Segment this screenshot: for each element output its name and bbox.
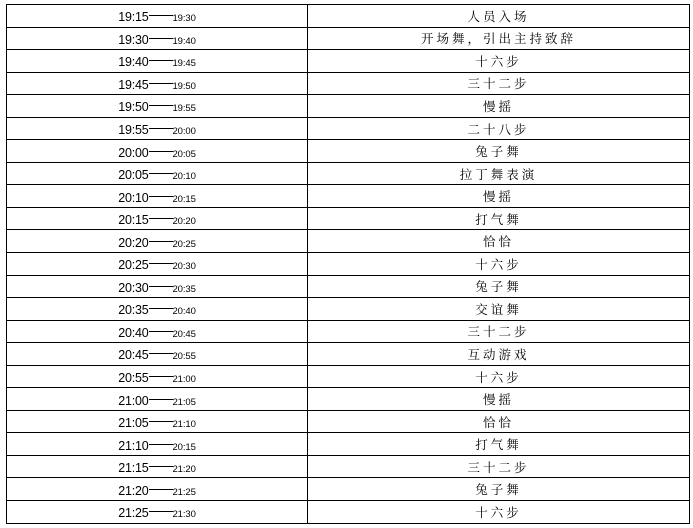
start-time: 21:00 xyxy=(118,393,149,408)
program-cell: 开场舞，引出主持致辞 xyxy=(308,27,690,50)
program-cell: 十六步 xyxy=(308,253,690,276)
table-row xyxy=(7,5,690,28)
table-row xyxy=(7,140,690,163)
table-row xyxy=(7,410,690,433)
time-cell xyxy=(7,5,308,28)
start-time: 20:10 xyxy=(118,190,149,205)
table-row xyxy=(7,275,690,298)
time-cell xyxy=(7,185,308,208)
end-time: 20:35 xyxy=(172,283,196,295)
end-time: 20:40 xyxy=(172,306,196,318)
time-cell xyxy=(7,455,308,478)
table-row xyxy=(7,185,690,208)
program-cell: 三十二步 xyxy=(308,320,690,343)
program-cell: 人员入场 xyxy=(308,5,690,28)
time-range-dash xyxy=(149,173,173,174)
time-range-dash xyxy=(149,128,173,129)
table-row xyxy=(7,320,690,343)
table-row xyxy=(7,95,690,118)
end-time: 20:15 xyxy=(172,193,196,205)
table-row xyxy=(7,478,690,501)
time-range-dash xyxy=(149,421,173,422)
time-cell xyxy=(7,388,308,411)
time-cell xyxy=(7,72,308,95)
program-cell: 兔子舞 xyxy=(308,478,690,501)
start-time: 21:15 xyxy=(118,461,149,476)
start-time: 20:30 xyxy=(118,280,149,295)
end-time: 20:20 xyxy=(172,216,196,228)
table-row xyxy=(7,72,690,95)
time-range-dash xyxy=(149,241,173,242)
start-time: 20:55 xyxy=(118,371,149,386)
time-cell xyxy=(7,27,308,50)
program-cell: 慢摇 xyxy=(308,388,690,411)
time-range-dash xyxy=(149,38,173,39)
end-time: 21:25 xyxy=(172,486,196,498)
time-range-dash xyxy=(149,511,173,512)
table-row xyxy=(7,298,690,321)
end-time: 19:55 xyxy=(172,103,196,115)
time-range-dash xyxy=(149,151,173,152)
start-time: 21:20 xyxy=(118,483,149,498)
program-cell: 恰恰 xyxy=(308,230,690,253)
time-range-dash xyxy=(149,489,173,490)
start-time: 21:10 xyxy=(118,438,149,453)
start-time: 20:05 xyxy=(118,168,149,183)
table-row xyxy=(7,343,690,366)
start-time: 20:20 xyxy=(118,235,149,250)
time-cell xyxy=(7,343,308,366)
start-time: 20:15 xyxy=(118,213,149,228)
end-time: 20:25 xyxy=(172,238,196,250)
time-range-dash xyxy=(149,218,173,219)
program-cell: 十六步 xyxy=(308,50,690,73)
program-cell: 三十二步 xyxy=(308,455,690,478)
end-time: 21:30 xyxy=(172,509,196,521)
program-cell: 互动游戏 xyxy=(308,343,690,366)
time-cell xyxy=(7,478,308,501)
time-range-dash xyxy=(149,331,173,332)
time-range-dash xyxy=(149,444,173,445)
program-cell: 三十二步 xyxy=(308,72,690,95)
end-time: 20:30 xyxy=(172,261,196,273)
start-time: 20:25 xyxy=(118,258,149,273)
program-cell: 交谊舞 xyxy=(308,298,690,321)
start-time: 20:40 xyxy=(118,325,149,340)
program-cell: 慢摇 xyxy=(308,95,690,118)
end-time: 20:10 xyxy=(172,171,196,183)
end-time: 20:00 xyxy=(172,126,196,137)
start-time: 21:25 xyxy=(118,506,149,521)
time-range-dash xyxy=(149,263,173,264)
time-range-dash xyxy=(149,105,173,106)
table-row xyxy=(7,501,690,524)
end-time: 19:30 xyxy=(172,13,196,25)
schedule-sheet xyxy=(6,4,689,524)
time-cell xyxy=(7,298,308,321)
program-cell: 恰恰 xyxy=(308,410,690,433)
time-cell xyxy=(7,162,308,185)
program-cell: 十六步 xyxy=(308,501,690,524)
time-cell xyxy=(7,253,308,276)
end-time: 21:00 xyxy=(172,374,196,386)
time-range-dash xyxy=(149,466,173,467)
start-time: 21:05 xyxy=(118,416,149,431)
time-cell xyxy=(7,117,308,140)
time-cell xyxy=(7,275,308,298)
table-row xyxy=(7,253,690,276)
time-cell xyxy=(7,433,308,456)
end-time: 20:55 xyxy=(172,351,196,363)
end-time: 20:45 xyxy=(172,328,196,340)
table-row xyxy=(7,230,690,253)
table-row xyxy=(7,117,690,140)
start-time: 19:30 xyxy=(118,32,149,47)
end-time: 19:40 xyxy=(172,35,196,47)
time-range-dash xyxy=(149,308,173,309)
time-cell xyxy=(7,365,308,388)
start-time: 19:45 xyxy=(118,77,149,92)
time-range-dash xyxy=(149,15,173,16)
schedule-table-body xyxy=(7,5,690,524)
program-cell: 打气舞 xyxy=(308,207,690,230)
end-time: 20:05 xyxy=(172,148,196,160)
table-row xyxy=(7,388,690,411)
time-cell xyxy=(7,320,308,343)
program-cell: 兔子舞 xyxy=(308,275,690,298)
program-cell: 二十八步 xyxy=(308,117,690,140)
time-range-dash xyxy=(149,60,173,61)
time-cell xyxy=(7,410,308,433)
time-range-dash xyxy=(149,399,173,400)
time-range-dash xyxy=(149,196,173,197)
time-range-dash xyxy=(149,286,173,287)
end-time: 21:05 xyxy=(172,396,196,408)
start-time: 19:15 xyxy=(118,10,149,25)
time-cell xyxy=(7,50,308,73)
table-row xyxy=(7,50,690,73)
time-range-dash xyxy=(149,353,173,354)
start-time: 19:40 xyxy=(118,55,149,70)
end-time: 19:50 xyxy=(172,80,196,92)
program-cell: 兔子舞 xyxy=(308,140,690,163)
end-time: 21:10 xyxy=(172,419,196,431)
table-row xyxy=(7,27,690,50)
time-cell xyxy=(7,140,308,163)
table-row xyxy=(7,365,690,388)
end-time: 19:45 xyxy=(172,58,196,70)
schedule-table xyxy=(6,4,690,524)
start-time: 20:35 xyxy=(118,303,149,318)
table-row xyxy=(7,455,690,478)
time-cell xyxy=(7,230,308,253)
table-row xyxy=(7,433,690,456)
program-cell: 打气舞 xyxy=(308,433,690,456)
end-time: 20:15 xyxy=(172,441,196,453)
start-time: 20:45 xyxy=(118,348,149,363)
program-cell: 十六步 xyxy=(308,365,690,388)
time-range-dash xyxy=(149,83,173,84)
end-time: 21:20 xyxy=(172,464,196,476)
time-cell xyxy=(7,207,308,230)
start-time: 19:50 xyxy=(118,100,149,115)
time-range-dash xyxy=(149,376,173,377)
time-cell xyxy=(7,95,308,118)
time-cell xyxy=(7,501,308,524)
program-cell: 慢摇 xyxy=(308,185,690,208)
start-time: 19:55 xyxy=(118,123,149,137)
table-row xyxy=(7,207,690,230)
program-cell: 拉丁舞表演 xyxy=(308,162,690,185)
table-row xyxy=(7,162,690,185)
start-time: 20:00 xyxy=(118,145,149,160)
